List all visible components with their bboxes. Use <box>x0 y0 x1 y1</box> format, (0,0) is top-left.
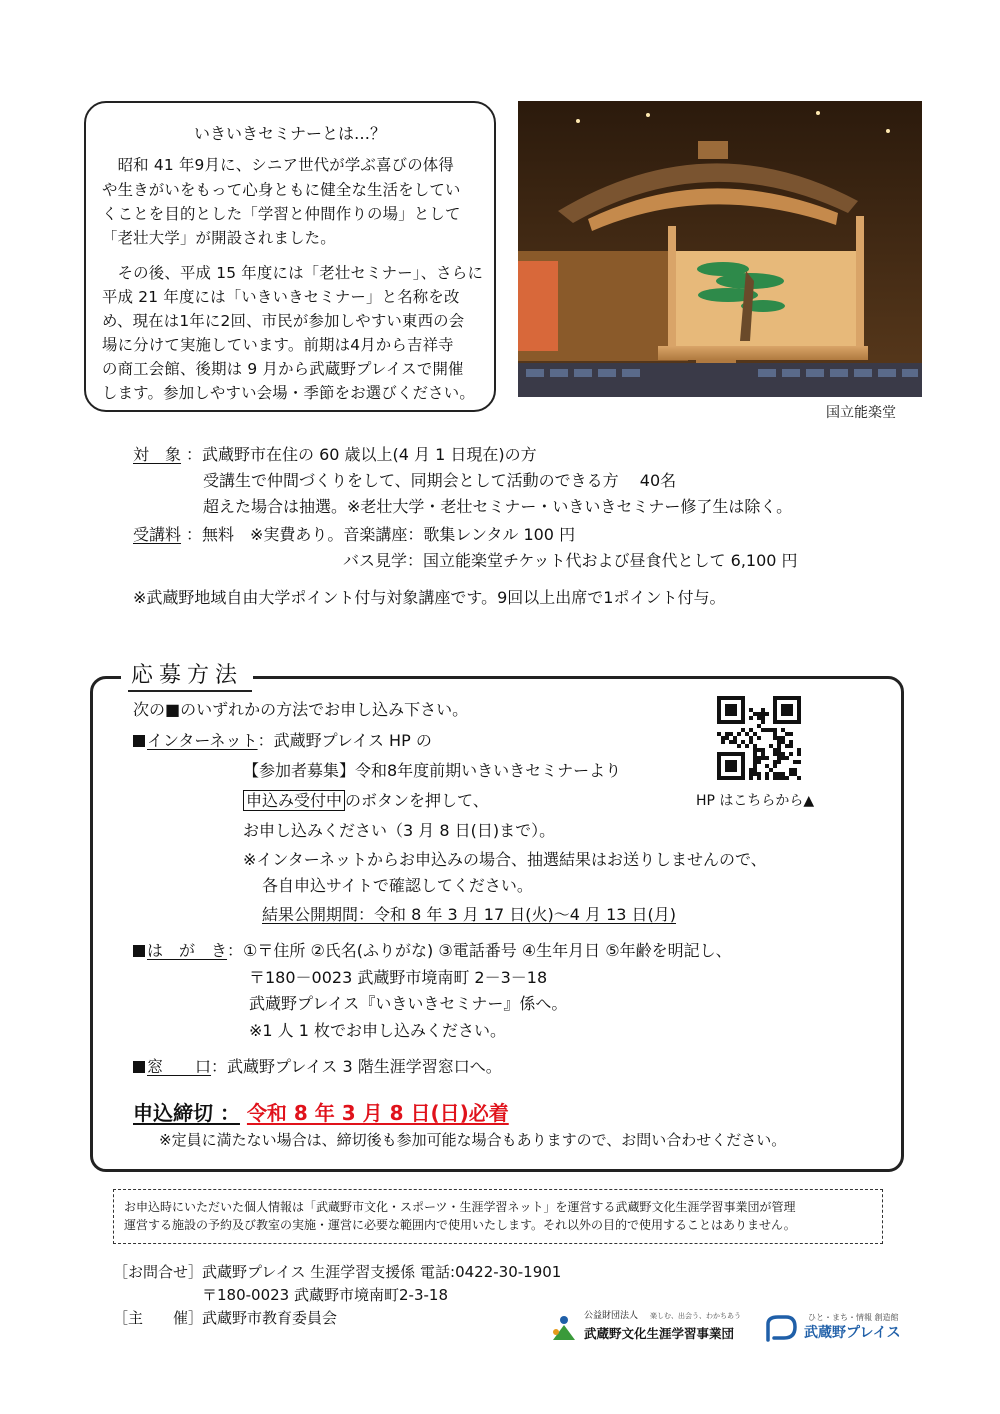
intro-line: その後、平成 15 年度には「老壮セミナー」、さらに <box>102 264 484 282</box>
internet-line: 【参加者募集】令和8年度前期いきいきセミナーより <box>243 761 622 780</box>
fee-line: バス見学：国立能楽堂チケット代および昼食代として 6,100 円 <box>343 551 798 570</box>
intro-line: の商工会館、後期は 9 月から武蔵野プレイスで開催 <box>102 360 464 378</box>
place-name: 武蔵野プレイス <box>804 1325 901 1341</box>
noh-stage-illustration <box>518 101 922 397</box>
privacy-notice <box>113 1189 883 1244</box>
points-note: ※武蔵野地域自由大学ポイント付与対象講座です。9回以上出席で1ポイント付与。 <box>133 588 726 607</box>
deadline-label: 申込締切 ： <box>133 1101 240 1125</box>
apply-button-text: 申込み受付中 <box>243 790 345 811</box>
title-underline <box>128 690 252 692</box>
application-title-wrap <box>121 660 253 694</box>
eligibility-line: 超えた場合は抽選。※老壮大学・老壮セミナー・いきいきセミナー修了生は除く。 <box>203 497 793 516</box>
qr-code[interactable] <box>717 696 801 780</box>
postcard-line: ※1 人 1 枚でお申し込みください。 <box>249 1021 507 1040</box>
noh-stage-photo <box>518 101 922 397</box>
internet-line-rest: のボタンを押して、 <box>345 791 489 810</box>
postcard-method <box>133 941 732 961</box>
internet-label: インターネット <box>147 731 258 750</box>
postcard-line: 〒180－0023 武蔵野市境南町 2－3－18 <box>249 968 548 987</box>
eligibility-label: 対 象 <box>133 445 182 464</box>
internet-note: 各自申込サイトで確認してください。 <box>262 876 533 895</box>
eligibility-line: 受講生で仲間づくりをして、同期会として活動のできる方 40名 <box>203 471 677 490</box>
musashino-place-logo-icon <box>764 1314 798 1344</box>
privacy-line: お申込時にいただいた個人情報は「武蔵野市文化・スポーツ・生涯学習ネット」を運営する武蔵野文化生涯学習事業団が管理 <box>124 1200 796 1214</box>
intro-line: します。参加しやすい会場・季節をお選びください。 <box>102 384 475 402</box>
intro-title: いきいきセミナーとは…？ <box>193 124 386 143</box>
internet-note: ※インターネットからお申込みの場合、抽選結果はお送りしませんので、 <box>243 850 767 869</box>
postcard-label: は が き <box>147 941 228 960</box>
square-bullet-icon <box>133 945 145 957</box>
square-bullet-icon <box>133 735 145 747</box>
foundation-small: 公益財団法人 <box>584 1311 639 1321</box>
fee-line: ：無料 ※実費あり。音楽講座：歌集レンタル 100 円 <box>186 525 576 544</box>
foundation-logo-icon <box>550 1314 578 1342</box>
intro-line: 「老壮大学」が開設されました。 <box>102 229 336 247</box>
square-bullet-icon <box>133 1061 145 1073</box>
deadline <box>133 1100 509 1126</box>
place-tagline: ひと・まち・情報 創造館 <box>808 1313 899 1322</box>
apply-intro: 次の■のいずれかの方法でお申し込み下さい。 <box>133 700 469 719</box>
window-label: 窓 口 <box>147 1057 212 1076</box>
qr-label: HP はこちらから▲ <box>696 793 815 809</box>
intro-line: や生きがいをもって心身ともに健全な生活をしてい <box>102 181 461 199</box>
internet-line: お申し込みください（3 月 8 日(日)まで）。 <box>243 821 556 840</box>
contact-label: ［お問合せ］ <box>113 1263 204 1281</box>
intro-box <box>84 101 496 412</box>
result-period: 結果公開期間：令和 8 年 3 月 17 日(火)～4 月 13 日(月) <box>262 905 677 924</box>
intro-line: め、現在は1年に2回、市民が参加しやすい東西の会 <box>102 312 465 330</box>
internet-line <box>243 791 489 811</box>
host-value: 武蔵野市教育委員会 <box>202 1309 338 1327</box>
intro-line: 場に分けて実施しています。前期は4月から吉祥寺 <box>102 336 454 354</box>
foundation-logo <box>550 1310 750 1346</box>
deadline-value: 令和 8 年 3 月 8 日(日)必着 <box>246 1101 509 1125</box>
fee-label: 受講料 <box>133 525 182 544</box>
internet-method <box>133 731 432 751</box>
eligibility-line: ：武蔵野市在住の 60 歳以上(4 月 1 日現在)の方 <box>186 445 537 464</box>
qr-code-icon <box>717 696 801 780</box>
intro-line: くことを目的とした「学習と仲間作りの場」として <box>102 205 461 223</box>
internet-line: ：武蔵野プレイス HP の <box>257 731 432 750</box>
contact-line: 武蔵野プレイス 生涯学習支援係 電話:0422-30-1901 <box>202 1263 562 1281</box>
host-label: ［主 催］ <box>113 1309 204 1327</box>
privacy-line: 運営する施設の予約及び教室の実施・運営に必要な範囲内で使用いたします。それ以外の目的で使用することはありません。 <box>124 1218 796 1232</box>
postcard-line: 武蔵野プレイス『いきいきセミナー』係へ。 <box>249 994 568 1013</box>
window-method <box>133 1057 502 1077</box>
foundation-name: 武蔵野文化生涯学習事業団 <box>584 1326 735 1341</box>
photo-caption: 国立能楽堂 <box>826 405 896 421</box>
window-line: ：武蔵野プレイス 3 階生涯学習窓口へ。 <box>211 1057 502 1076</box>
deadline-note: ※定員に満たない場合は、締切後も参加可能な場合もありますので、お問い合わせください。 <box>159 1131 787 1149</box>
postcard-line: ：①〒住所 ②氏名(ふりがな) ③電話番号 ④生年月日 ⑤年齢を明記し、 <box>227 941 732 960</box>
intro-line: 昭和 41 年9月に、シニア世代が学ぶ喜びの体得 <box>102 156 454 174</box>
contact-line: 〒180-0023 武蔵野市境南町2-3-18 <box>202 1286 448 1304</box>
musashino-place-logo <box>764 1312 914 1344</box>
application-title: 応募方法 <box>131 663 244 688</box>
intro-line: 平成 21 年度には「いきいきセミナー」と名称を改 <box>102 288 460 306</box>
foundation-tagline: 楽しむ、出会う、わかちあう <box>650 1312 741 1320</box>
